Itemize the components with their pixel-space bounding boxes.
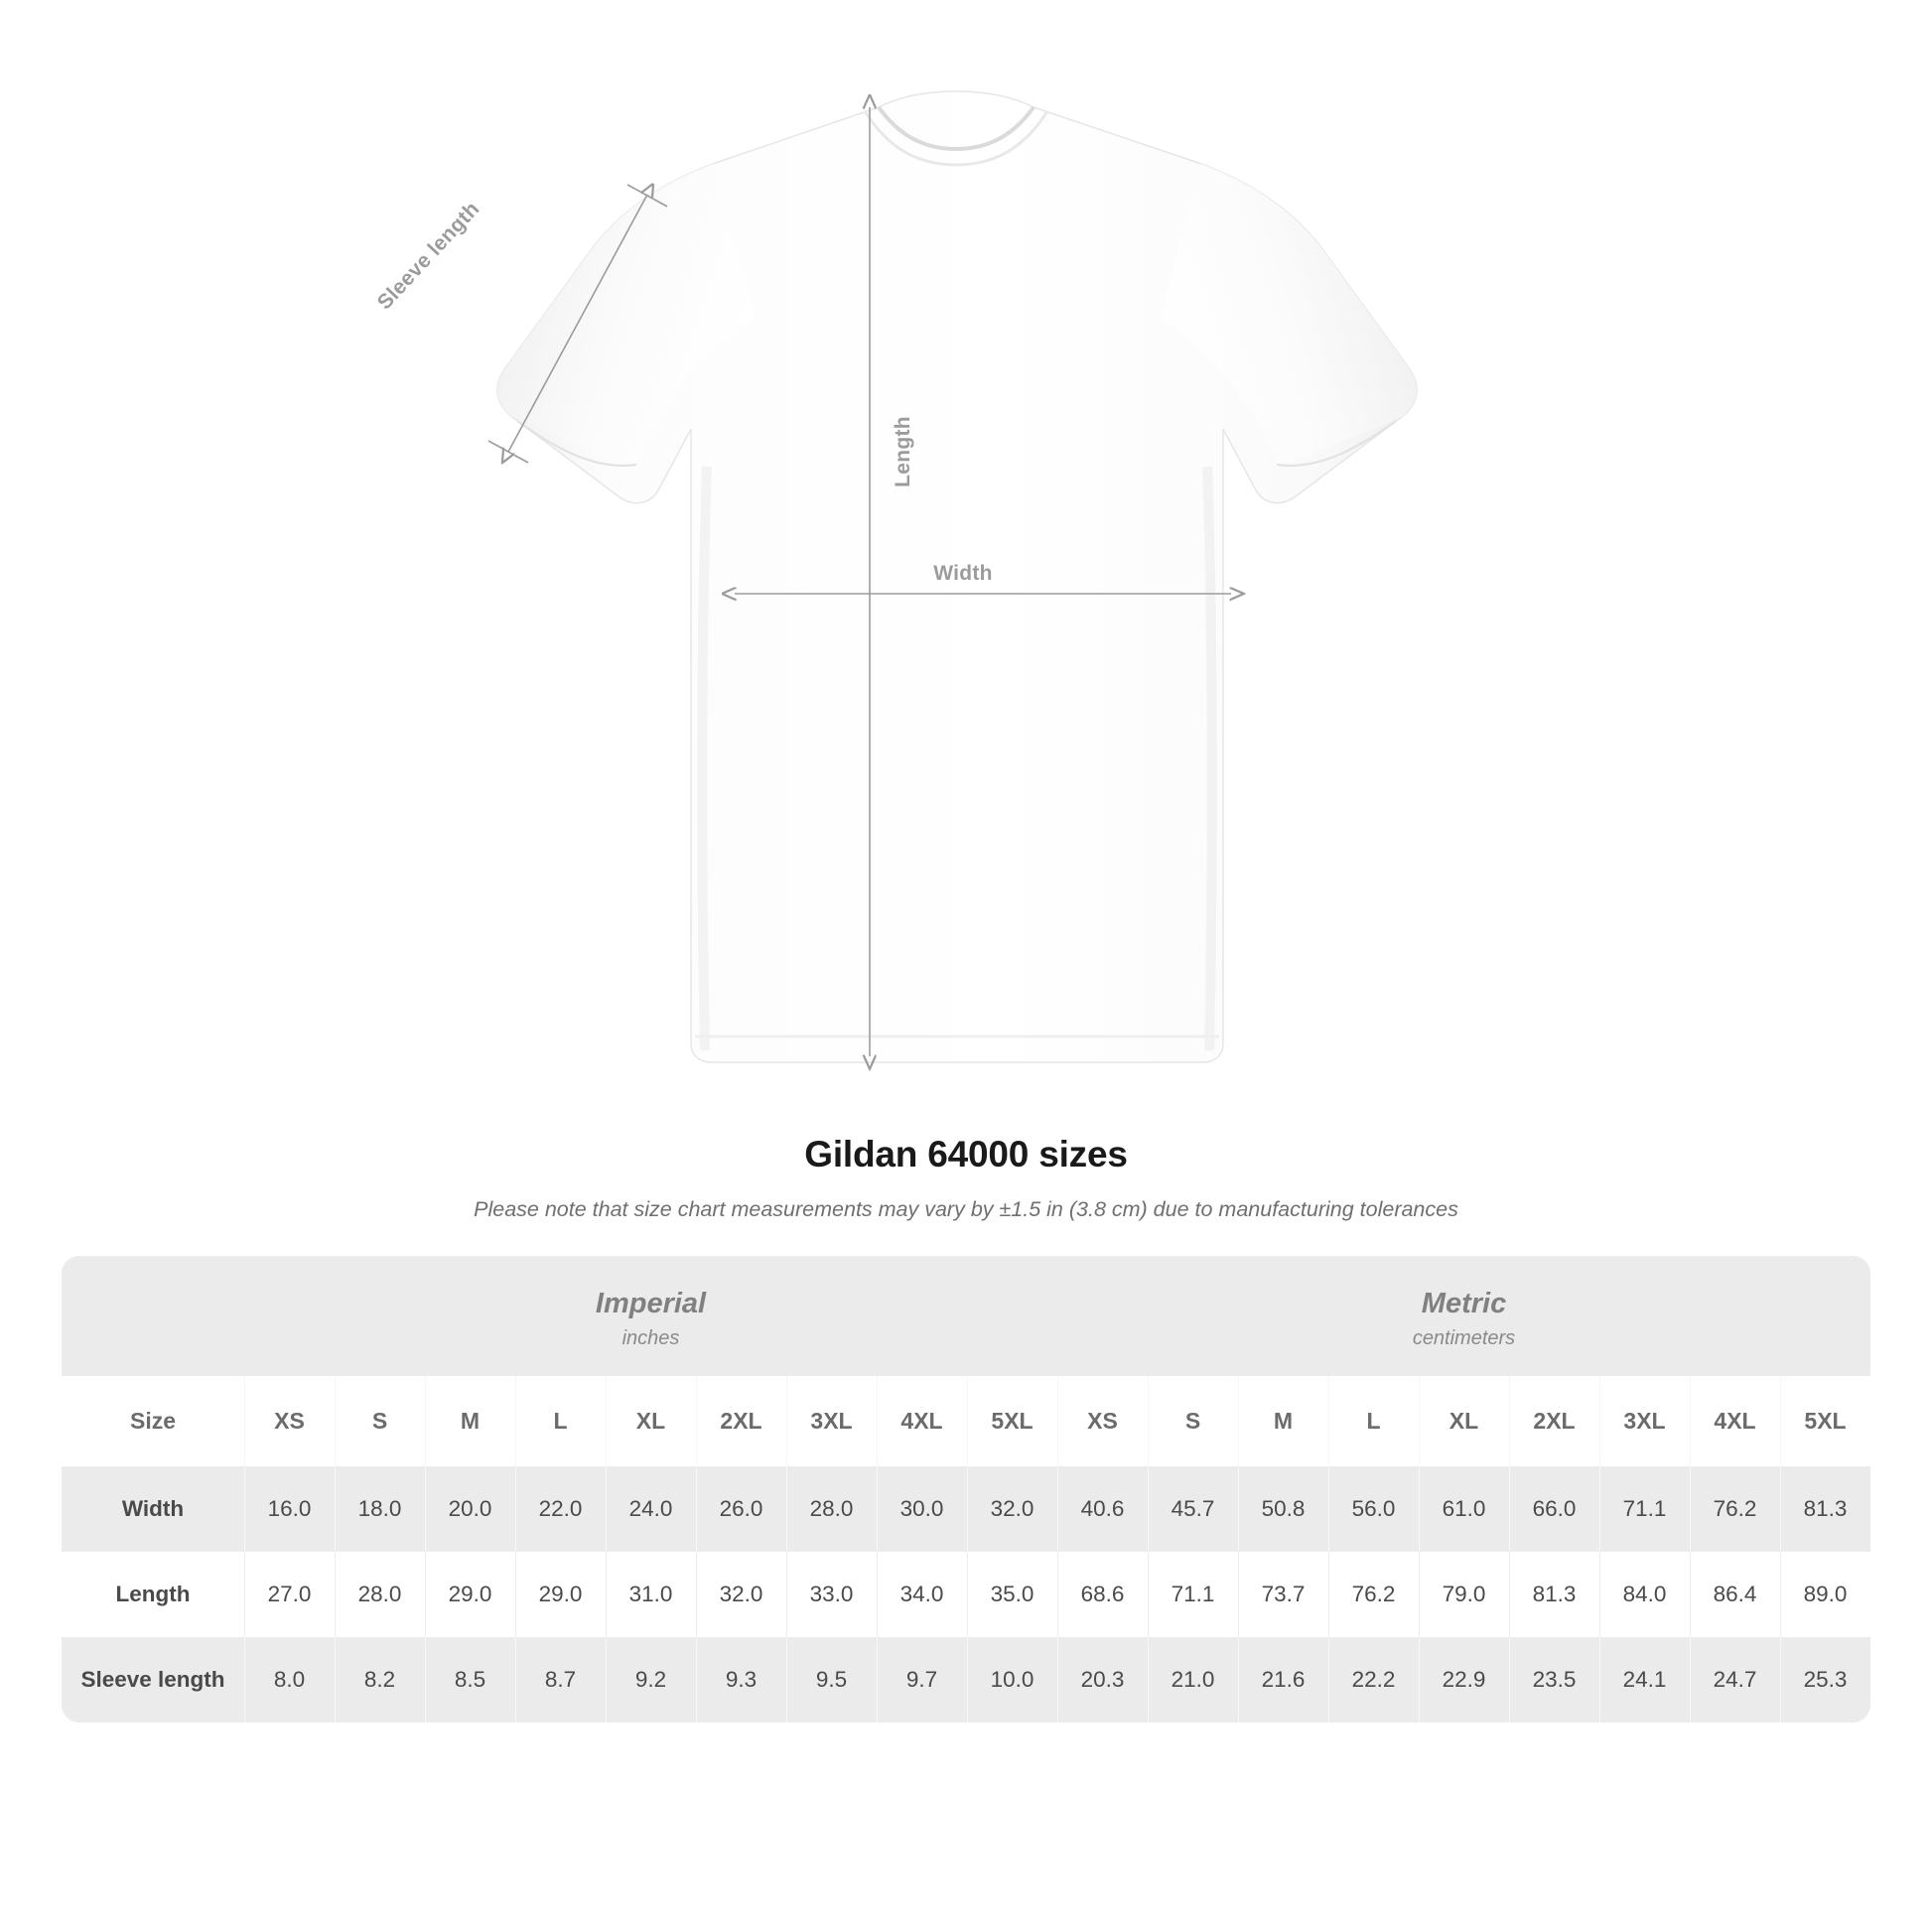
size-header-cell: 4XL bbox=[1690, 1376, 1780, 1466]
measurement-cell: 35.0 bbox=[967, 1552, 1057, 1637]
size-header-cell: 3XL bbox=[1599, 1376, 1690, 1466]
measurement-cell: 28.0 bbox=[335, 1552, 425, 1637]
measurement-cell: 27.0 bbox=[244, 1552, 335, 1637]
measurement-cell: 40.6 bbox=[1057, 1466, 1148, 1552]
measurement-cell: 84.0 bbox=[1599, 1552, 1690, 1637]
length-label: Length bbox=[892, 416, 914, 487]
measurement-cell: 18.0 bbox=[335, 1466, 425, 1552]
measurement-cell: 68.6 bbox=[1057, 1552, 1148, 1637]
measurement-cell: 50.8 bbox=[1238, 1466, 1328, 1552]
measurement-cell: 22.2 bbox=[1328, 1637, 1419, 1723]
measurement-cell: 32.0 bbox=[696, 1552, 786, 1637]
page-title: Gildan 64000 sizes bbox=[804, 1134, 1128, 1174]
size-column-label: Size bbox=[62, 1376, 244, 1466]
measurement-cell: 56.0 bbox=[1328, 1466, 1419, 1552]
measurement-cell: 45.7 bbox=[1148, 1466, 1238, 1552]
measurement-cell: 20.0 bbox=[425, 1466, 515, 1552]
measurement-cell: 8.2 bbox=[335, 1637, 425, 1723]
measurement-cell: 33.0 bbox=[786, 1552, 877, 1637]
measurement-cell: 9.7 bbox=[877, 1637, 967, 1723]
measurement-cell: 8.0 bbox=[244, 1637, 335, 1723]
measurement-cell: 71.1 bbox=[1599, 1466, 1690, 1552]
measurement-cell: 29.0 bbox=[515, 1552, 606, 1637]
size-header-cell: 5XL bbox=[1780, 1376, 1870, 1466]
size-header-cell: 4XL bbox=[877, 1376, 967, 1466]
measurement-cell: 28.0 bbox=[786, 1466, 877, 1552]
unit-header-row bbox=[62, 1256, 1870, 1376]
unit-name: Metric bbox=[1421, 1288, 1507, 1319]
measurement-cell: 61.0 bbox=[1419, 1466, 1509, 1552]
measurement-cell: 8.5 bbox=[425, 1637, 515, 1723]
measurement-cell: 9.3 bbox=[696, 1637, 786, 1723]
measurement-cell: 81.3 bbox=[1509, 1552, 1599, 1637]
measurement-cell: 34.0 bbox=[877, 1552, 967, 1637]
size-table-container bbox=[62, 1256, 1870, 1723]
measurement-cell: 81.3 bbox=[1780, 1466, 1870, 1552]
measurement-cell: 9.2 bbox=[606, 1637, 696, 1723]
unit-subtitle: centimeters bbox=[1412, 1326, 1516, 1349]
measurement-cell: 8.7 bbox=[515, 1637, 606, 1723]
size-header-cell: XS bbox=[244, 1376, 335, 1466]
measurement-cell: 20.3 bbox=[1057, 1637, 1148, 1723]
width-label: Width bbox=[933, 562, 993, 585]
size-header-cell: L bbox=[515, 1376, 606, 1466]
size-header-cell: 3XL bbox=[786, 1376, 877, 1466]
measurement-cell: 26.0 bbox=[696, 1466, 786, 1552]
row-label: Length bbox=[62, 1552, 244, 1637]
size-header-cell: XS bbox=[1057, 1376, 1148, 1466]
unit-subtitle: inches bbox=[621, 1326, 680, 1349]
measurement-cell: 21.6 bbox=[1238, 1637, 1328, 1723]
size-header-row bbox=[62, 1376, 1870, 1466]
table-row bbox=[62, 1552, 1870, 1637]
size-header-cell: M bbox=[425, 1376, 515, 1466]
unit-name: Imperial bbox=[595, 1288, 707, 1319]
measurement-cell: 10.0 bbox=[967, 1637, 1057, 1723]
measurement-cell: 76.2 bbox=[1328, 1552, 1419, 1637]
measurement-cell: 22.0 bbox=[515, 1466, 606, 1552]
size-header-cell: XL bbox=[606, 1376, 696, 1466]
measurement-cell: 9.5 bbox=[786, 1637, 877, 1723]
size-header-cell: 2XL bbox=[1509, 1376, 1599, 1466]
measurement-cell: 71.1 bbox=[1148, 1552, 1238, 1637]
tolerance-note: Please note that size chart measurements may vary by ±1.5 in (3.8 cm) due to manufacturing tolerances bbox=[474, 1197, 1458, 1221]
size-table bbox=[62, 1256, 1870, 1723]
size-header-cell: L bbox=[1328, 1376, 1419, 1466]
row-label: Sleeve length bbox=[62, 1637, 244, 1723]
measurement-cell: 22.9 bbox=[1419, 1637, 1509, 1723]
size-header-cell: XL bbox=[1419, 1376, 1509, 1466]
measurement-cell: 32.0 bbox=[967, 1466, 1057, 1552]
measurement-cell: 25.3 bbox=[1780, 1637, 1870, 1723]
measurement-cell: 76.2 bbox=[1690, 1466, 1780, 1552]
measurement-cell: 24.0 bbox=[606, 1466, 696, 1552]
measurement-cell: 31.0 bbox=[606, 1552, 696, 1637]
measurement-cell: 29.0 bbox=[425, 1552, 515, 1637]
measurement-cell: 30.0 bbox=[877, 1466, 967, 1552]
size-header-cell: S bbox=[1148, 1376, 1238, 1466]
table-row bbox=[62, 1637, 1870, 1723]
table-row bbox=[62, 1466, 1870, 1552]
measurement-cell: 73.7 bbox=[1238, 1552, 1328, 1637]
size-header-cell: 5XL bbox=[967, 1376, 1057, 1466]
row-label: Width bbox=[62, 1466, 244, 1552]
measurement-cell: 16.0 bbox=[244, 1466, 335, 1552]
measurement-cell: 23.5 bbox=[1509, 1637, 1599, 1723]
title-block bbox=[0, 1134, 1932, 1222]
size-header-cell: 2XL bbox=[696, 1376, 786, 1466]
measurement-cell: 66.0 bbox=[1509, 1466, 1599, 1552]
unit-header-metric bbox=[1057, 1256, 1870, 1376]
measurement-cell: 86.4 bbox=[1690, 1552, 1780, 1637]
measurement-cell: 21.0 bbox=[1148, 1637, 1238, 1723]
measurement-cell: 24.1 bbox=[1599, 1637, 1690, 1723]
measurement-cell: 79.0 bbox=[1419, 1552, 1509, 1637]
measurement-cell: 89.0 bbox=[1780, 1552, 1870, 1637]
sleeve-length-label: Sleeve length bbox=[372, 197, 484, 315]
size-header-cell: M bbox=[1238, 1376, 1328, 1466]
size-header-cell: S bbox=[335, 1376, 425, 1466]
measurement-cell: 24.7 bbox=[1690, 1637, 1780, 1723]
unit-header-spacer bbox=[62, 1256, 244, 1376]
unit-header-imperial bbox=[244, 1256, 1057, 1376]
